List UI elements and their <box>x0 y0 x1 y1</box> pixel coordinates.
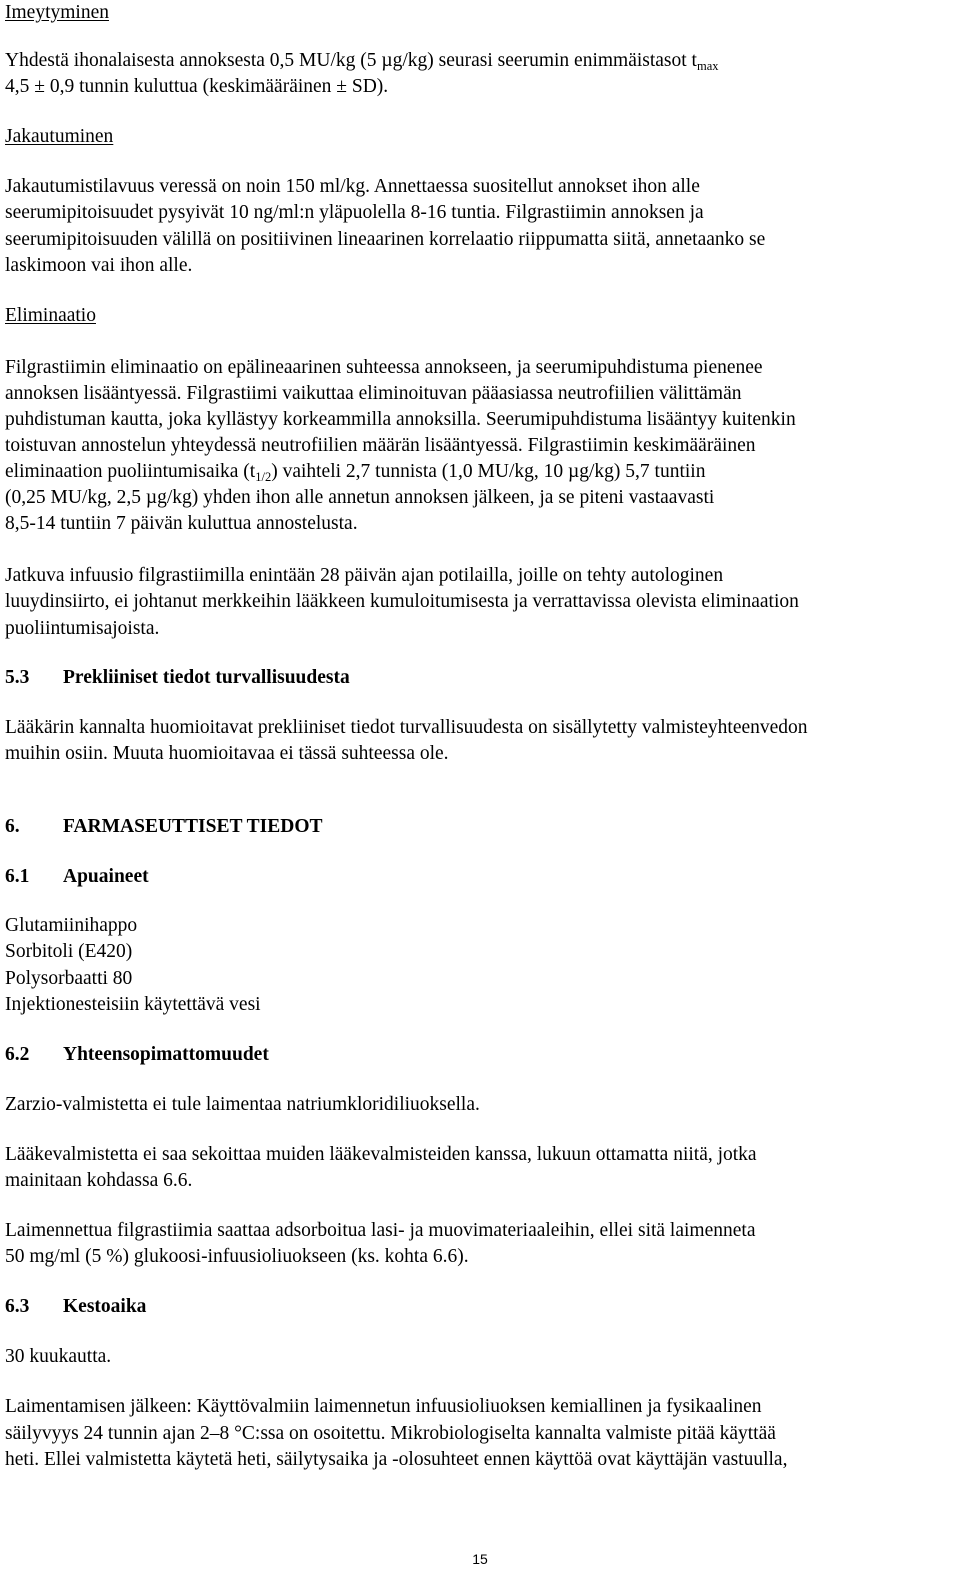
paragraph-line: 30 kuukautta. <box>5 1346 112 1367</box>
paragraph-line: Jakautumistilavuus veressä on noin 150 ml/kg. Annettaessa suositellut annokset ihon alle <box>5 176 700 197</box>
paragraph-line: annoksen lisääntyessä. Filgrastiimi vaikuttaa eliminoituvan pääasiassa neutrofiilien välittämän <box>5 383 742 404</box>
paragraph-line: säilyvyys 24 tunnin ajan 2–8 °C:ssa on osoitettu. Mikrobiologiselta kannalta valmiste pitää käyttää <box>5 1423 776 1444</box>
paragraph-line: Filgrastiimin eliminaatio on epälineaarinen suhteessa annokseen, ja seerumipuhdistuma pienenee <box>5 357 763 378</box>
paragraph-line: Jatkuva infuusio filgrastiimilla enintään 28 päivän ajan potilailla, joille on tehty autologinen <box>5 565 724 586</box>
paragraph-line: seerumipitoisuuden välillä on positiivinen lineaarinen korrelaatio riippumatta siitä, annetaanko se <box>5 229 766 250</box>
list-item: Glutamiinihappo <box>5 915 138 936</box>
section-number: 6.1 <box>5 866 30 887</box>
heading-imeytyminen: Imeytyminen <box>5 2 109 23</box>
paragraph-line <box>5 459 705 487</box>
section-title: Yhteensopimattomuudet <box>63 1044 269 1065</box>
paragraph-line: Laimentamisen jälkeen: Käyttövalmiin laimennetun infuusioliuoksen kemiallinen ja fysikaalinen <box>5 1396 762 1417</box>
paragraph-line: puhdistuman kautta, joka kyllästyy korkeammilla annoksilla. Seerumipuhdistuma lisääntyy kuitenkin <box>5 409 796 430</box>
paragraph-line: 4,5 ± 0,9 tunnin kuluttua (keskimääräinen ± SD). <box>5 76 389 97</box>
section-heading-6 <box>5 814 323 841</box>
section-title: Prekliiniset tiedot turvallisuudesta <box>63 667 350 688</box>
section-title: FARMASEUTTISET TIEDOT <box>63 816 323 837</box>
heading-jakautuminen: Jakautuminen <box>5 126 114 147</box>
paragraph-line: 8,5-14 tuntiin 7 päivän kuluttua annostelusta. <box>5 513 358 534</box>
paragraph-line <box>5 48 719 76</box>
section-heading-6-3 <box>5 1294 146 1321</box>
paragraph-line: Lääkevalmistetta ei saa sekoittaa muiden lääkevalmisteiden kanssa, lukuun ottamatta niitä, jotka <box>5 1144 757 1165</box>
paragraph-line: mainitaan kohdassa 6.6. <box>5 1170 193 1191</box>
paragraph-line: Lääkärin kannalta huomioitavat prekliiniset tiedot turvallisuudesta on sisällytetty valmisteyhteenvedon <box>5 717 808 738</box>
paragraph-line: (0,25 MU/kg, 2,5 µg/kg) yhden ihon alle annetun annoksen jälkeen, ja se piteni vastaavasti <box>5 487 715 508</box>
list-item: Injektionesteisiin käytettävä vesi <box>5 994 261 1015</box>
list-item: Sorbitoli (E420) <box>5 941 133 962</box>
subscript: max <box>696 59 719 73</box>
paragraph-line: Zarzio-valmistetta ei tule laimentaa natriumkloridiliuoksella. <box>5 1094 480 1115</box>
section-heading-5-3 <box>5 665 350 692</box>
section-heading-6-1 <box>5 864 149 891</box>
paragraph-line: toistuvan annostelun yhteydessä neutrofiilien määrän lisääntyessä. Filgrastiimin keskimääräinen <box>5 435 756 456</box>
paragraph-line: 50 mg/ml (5 %) glukoosi-infuusioliuokseen (ks. kohta 6.6). <box>5 1246 469 1267</box>
section-number: 5.3 <box>5 667 30 688</box>
list-item: Polysorbaatti 80 <box>5 968 133 989</box>
section-title: Apuaineet <box>63 866 149 887</box>
heading-eliminaatio: Eliminaatio <box>5 305 96 326</box>
section-heading-6-2 <box>5 1042 269 1069</box>
paragraph-line: heti. Ellei valmistetta käytetä heti, säilytysaika ja -olosuhteet ennen käyttöä ovat käyttäjän vastuulla, <box>5 1449 788 1470</box>
section-number: 6.2 <box>5 1044 30 1065</box>
text-span: Yhdestä ihonalaisesta annoksesta 0,5 MU/kg (5 µg/kg) seurasi seerumin enimmäistasot t <box>5 50 697 71</box>
page-number: 15 <box>472 1551 488 1567</box>
paragraph-line: puoliintumisajoista. <box>5 618 160 639</box>
paragraph-line: luuydinsiirto, ei johtanut merkkeihin lääkkeen kumuloitumisesta ja verrattavissa olevista eliminaation <box>5 591 799 612</box>
paragraph-line: muihin osiin. Muuta huomioitavaa ei tässä suhteessa ole. <box>5 743 449 764</box>
text-span: ) vaihteli 2,7 tunnista (1,0 MU/kg, 10 µg/kg) 5,7 tuntiin <box>271 461 706 482</box>
section-number: 6.3 <box>5 1296 30 1317</box>
section-title: Kestoaika <box>63 1296 147 1317</box>
subscript: 1/2 <box>255 470 272 484</box>
section-number: 6. <box>5 816 20 837</box>
paragraph-line: laskimoon vai ihon alle. <box>5 255 193 276</box>
paragraph-line: seerumipitoisuudet pysyivät 10 ng/ml:n yläpuolella 8-16 tuntia. Filgrastiimin annoksen ja <box>5 202 704 223</box>
text-span: eliminaation puoliintumisaika (t <box>5 461 256 482</box>
paragraph-line: Laimennettua filgrastiimia saattaa adsorboitua lasi- ja muovimateriaaleihin, ellei sitä laimenneta <box>5 1220 756 1241</box>
